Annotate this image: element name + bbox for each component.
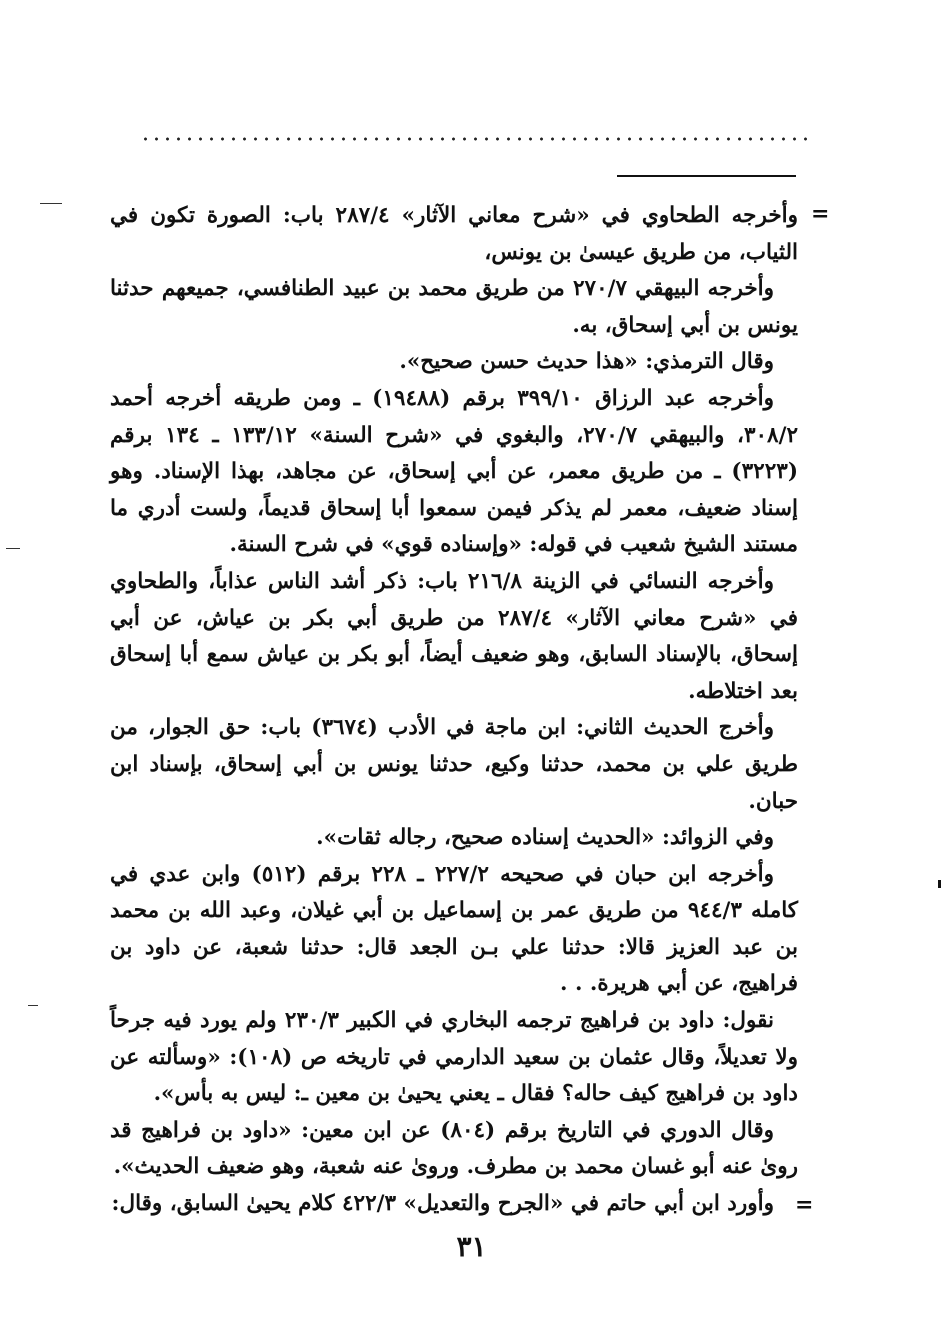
footnote-text [110, 198, 798, 1223]
scan-mark [40, 203, 62, 204]
paragraph: وأخرج الحديث الثاني: ابن ماجة في الأدب (٣٦٧٤) باب: حق الجوار، من طريق علي بن محمد، حدثنا وكيع، حدثنا يونس بن أبي إسحاق، بإسناد ابن حبان. [110, 715, 798, 814]
dotted-separator [140, 136, 810, 142]
paragraph: وقال الترمذي: «هذا حديث حسن صحيح». [399, 349, 774, 375]
paragraph: وأخرجه الطحاوي في «شرح معاني الآثار» ٢٨٧/٤ باب: الصورة تكون في الثياب، من طريق عيسىٰ بن يونس، [110, 203, 798, 265]
scan-mark [6, 548, 20, 549]
paragraph: وأخرجه النسائي في الزينة ٢١٦/٨ باب: ذكر أشد الناس عذاباً، والطحاوي في «شرح معاني الآثار» ٢٨٧/٤ من طريق أبي بكر بن عياش، عن أبي إسحاق، بالإسناد السابق، وهو ضعيف أيضاً، أبو بكر بن عياش سمع أبا إسحاق بعد اختلاطه. [110, 568, 798, 704]
scan-mark [28, 1005, 38, 1006]
paragraph: وأخرجه عبد الرزاق ٣٩٩/١٠ برقم (١٩٤٨٨) ـ ومن طريقه أخرجه أحمد ٣٠٨/٢، والبيهقي ٢٧٠/٧، والبغوي في «شرح السنة» ١٣٣/١٢ ـ ١٣٤ برقم (٣٢٢٣) ـ من طريق معمر، عن أبي إسحاق، عن مجاهد، بهذا الإسناد. وهو إسناد ضعيف، معمر لم يذكر فيمن سمعوا أبا إسحاق قديماً، ولست أدري ما مستند الشيخ شعيب في قوله: «وإسناده قوي» في شرح السنة. [110, 385, 798, 558]
continuation-mark-top: = [811, 201, 830, 227]
paragraph: وقال الدوري في التاريخ برقم (٨٠٤) عن ابن معين: «داود بن فراهيج قد روىٰ عنه أبو غسان محمد بن مطرف. وروىٰ عنه شعبة، وهو ضعيف الحديث». [110, 1117, 798, 1180]
paragraph: وأخرجه ابن حبان في صحيحه ٢٢٧/٢ ـ ٢٢٨ برقم (٥١٢) وابن عدي في كامله ٩٤٤/٣ من طريق عمر بن إسماعيل بن أبي غيلان، وعبد الله بن محمد بن عبد العزيز قالا: حدثنا علي بـن الجعد قال: حدثنا شعبة، عن داود بن فراهيج، عن أبي هريرة. . . [110, 861, 798, 997]
scan-mark [938, 880, 941, 888]
footnote-rule [617, 175, 796, 177]
paragraph: نقول: داود بن فراهيج ترجمه البخاري في الكبير ٢٣٠/٣ ولم يورد فيه جرحاً ولا تعديلاً، وقال عثمان بن سعيد الدارمي في تاريخه ص (١٠٨): «وسألته عن داود بن فراهيج كيف حاله؟ فقال ـ يعني يحيىٰ بن معين ـ: ليس به بأس». [110, 1008, 798, 1107]
paragraph: وأخرجه البيهقي ٢٧٠/٧ من طريق محمد بن عبيد الطنافسي، جميعهم حدثنا يونس بن أبي إسحاق، به. [110, 276, 798, 338]
paragraph: وأورد ابن أبي حاتم في «الجرح والتعديل» ٤٢٢/٣ كلام يحيىٰ السابق، وقال: [111, 1191, 774, 1217]
continuation-mark-bottom: = [795, 1192, 814, 1218]
paragraph: وفي الزوائد: «الحديث إسناده صحيح، رجاله ثقات». [316, 825, 774, 851]
page-number: ٣١ [456, 1230, 487, 1263]
